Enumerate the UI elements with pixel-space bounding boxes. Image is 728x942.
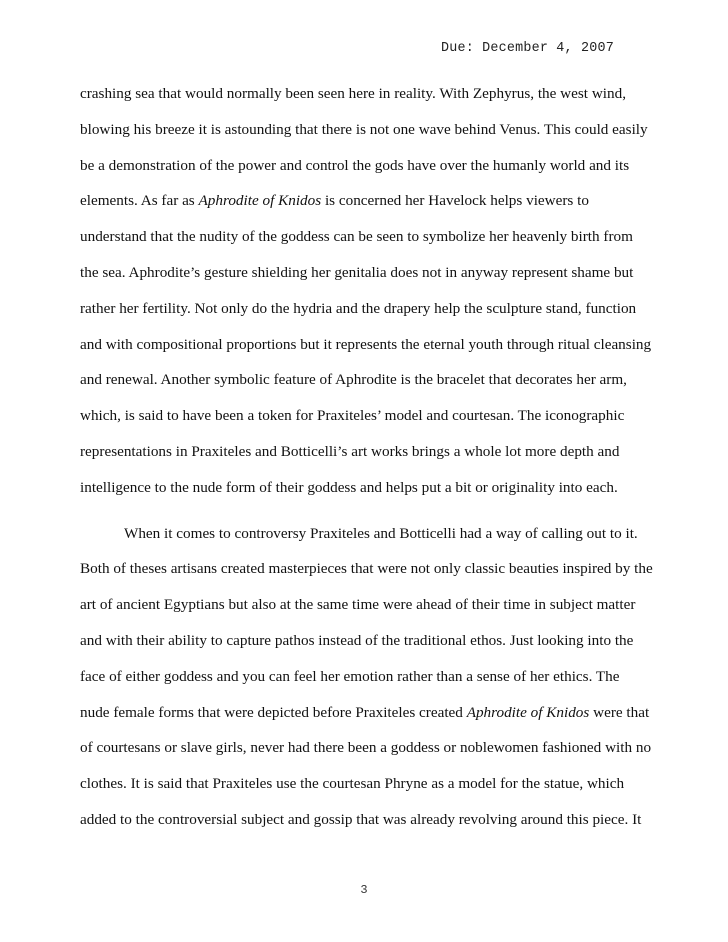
- text-line: [80, 736, 670, 772]
- text-segment: and with their ability to capture pathos instead of the traditional ethos. Just looking into the: [80, 631, 634, 649]
- text-segment: Both of theses artisans created masterpieces that were not only classic beauties inspired by the: [80, 560, 653, 578]
- text-segment: art of ancient Egyptians but also at the same time were ahead of their time in subject matter: [80, 596, 636, 614]
- text-line: [80, 118, 670, 154]
- text-line: [80, 189, 670, 225]
- text-segment: nude female forms that were depicted before Praxiteles created: [80, 703, 467, 721]
- text-segment: the sea. Aphrodite’s gesture shielding her genitalia does not in anyway represent shame but: [80, 263, 634, 281]
- text-line: [80, 297, 670, 333]
- text-line: [80, 476, 670, 512]
- text-line: [80, 522, 670, 558]
- page-number: 3: [360, 883, 368, 897]
- text-line: [80, 404, 670, 440]
- text-line: [80, 440, 670, 476]
- text-line: [80, 333, 670, 369]
- paragraph: [80, 522, 670, 844]
- text-segment: which, is said to have been a token for Praxiteles’ model and courtesan. The iconographic: [80, 407, 625, 425]
- italic-title: Aphrodite of Knidos: [466, 703, 590, 721]
- text-segment: blowing his breeze it is astounding that there is not one wave behind Venus. This could easily: [80, 120, 648, 138]
- due-date-header: Due: December 4, 2007: [441, 41, 614, 56]
- text-line: [80, 772, 670, 808]
- text-segment: rather her fertility. Not only do the hydria and the drapery help the sculpture stand, function: [80, 299, 637, 317]
- text-line: [80, 225, 670, 261]
- text-line: [80, 557, 670, 593]
- text-segment: is concerned her Havelock helps viewers to: [321, 192, 589, 210]
- italic-title: Aphrodite of Knidos: [198, 192, 322, 210]
- essay-body: [80, 82, 670, 844]
- text-segment: and with compositional proportions but it represents the eternal youth through ritual cleansing: [80, 335, 652, 353]
- text-line: [80, 629, 670, 665]
- text-segment: were that: [589, 703, 650, 721]
- text-segment: understand that the nudity of the goddess can be seen to symbolize her heavenly birth from: [80, 228, 633, 246]
- text-line: [80, 665, 670, 701]
- text-line: [80, 808, 670, 844]
- text-segment: of courtesans or slave girls, never had there been a goddess or noblewomen fashioned with no: [80, 739, 652, 757]
- text-segment: face of either goddess and you can feel her emotion rather than a sense of her ethics. The: [80, 667, 620, 685]
- text-segment: added to the controversial subject and gossip that was already revolving around this piece. It: [80, 810, 642, 828]
- text-segment: elements. As far as: [80, 192, 199, 210]
- text-segment: representations in Praxiteles and Botticelli’s art works brings a whole lot more depth and: [80, 442, 620, 460]
- text-segment: clothes. It is said that Praxiteles use the courtesan Phryne as a model for the statue, which: [80, 775, 625, 793]
- text-line: [80, 82, 670, 118]
- text-segment: crashing sea that would normally been seen here in reality. With Zephyrus, the west wind,: [80, 85, 626, 102]
- text-line: [80, 593, 670, 629]
- text-segment: intelligence to the nude form of their goddess and helps put a bit or originality into each.: [80, 478, 618, 496]
- text-line: [80, 368, 670, 404]
- paragraph-gap: [80, 512, 670, 522]
- text-line: [80, 701, 670, 737]
- text-line: [80, 154, 670, 190]
- text-segment: When it comes to controversy Praxiteles and Botticelli had a way of calling out to it.: [124, 524, 638, 542]
- text-line: [80, 261, 670, 297]
- text-segment: and renewal. Another symbolic feature of Aphrodite is the bracelet that decorates her arm,: [80, 371, 627, 389]
- text-segment: be a demonstration of the power and control the gods have over the humanly world and its: [80, 156, 630, 174]
- paragraph: [80, 82, 670, 512]
